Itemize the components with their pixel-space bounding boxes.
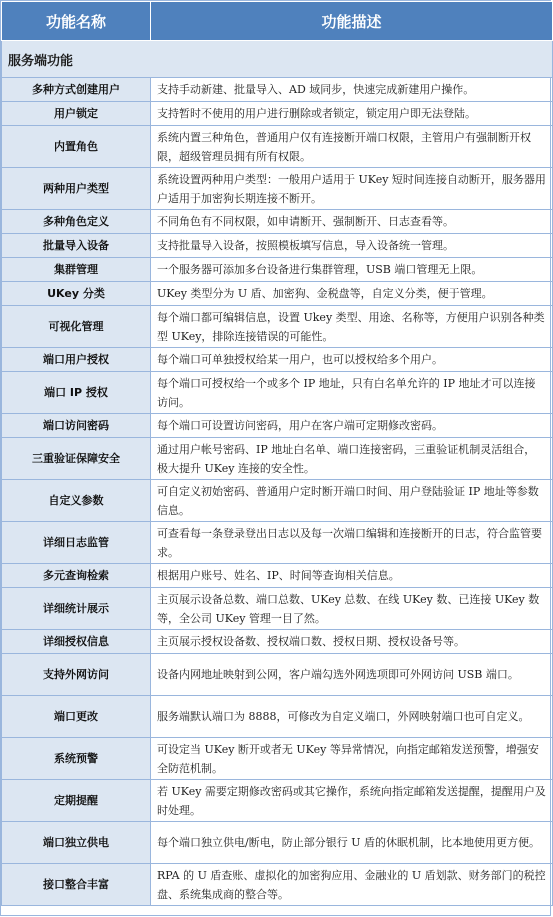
feature-name: 详细统计展示 — [2, 588, 151, 630]
table-row — [2, 522, 553, 564]
feature-name: 支持外网访问 — [2, 654, 151, 696]
feature-name: 多元查询检索 — [2, 564, 151, 588]
feature-name: 集群管理 — [2, 258, 151, 282]
table-row — [2, 168, 553, 210]
feature-name: 定期提醒 — [2, 780, 151, 822]
feature-name: 多种角色定义 — [2, 210, 151, 234]
feature-description: 每个端口都可编辑信息，设置 Ukey 类型、用途、名称等，方便用户识别各种类型 UKey，排除连接错误的可能性。 — [151, 306, 553, 348]
table-row — [2, 630, 553, 654]
feature-name: 端口更改 — [2, 696, 151, 738]
feature-name: 批量导入设备 — [2, 234, 151, 258]
section-title: 服务端功能 — [2, 41, 553, 78]
feature-description: 支持暂时不使用的用户进行删除或者锁定，锁定用户即无法登陆。 — [151, 102, 553, 126]
feature-description: 不同角色有不同权限，如申请断开、强制断开、日志查看等。 — [151, 210, 553, 234]
feature-name: 两种用户类型 — [2, 168, 151, 210]
feature-description: 若 UKey 需要定期修改密码或其它操作，系统向指定邮箱发送提醒，提醒用户及时处理。 — [151, 780, 553, 822]
table-row — [2, 78, 553, 102]
table-row — [2, 102, 553, 126]
table-row — [2, 438, 553, 480]
table-row — [2, 696, 553, 738]
feature-description: RPA 的 U 盾查账、虚拟化的加密狗应用、金融业的 U 盾划款、财务部门的税控盘、系统集成商的整合等。 — [151, 864, 553, 906]
feature-description: 每个端口可单独授权给某一用户，也可以授权给多个用户。 — [151, 348, 553, 372]
feature-name: 端口用户授权 — [2, 348, 151, 372]
feature-name: 自定义参数 — [2, 480, 151, 522]
feature-name: 端口独立供电 — [2, 822, 151, 864]
feature-description: 主页展示设备总数、端口总数、UKey 总数、在线 UKey 数、已连接 UKey 数等，全公司 UKey 管理一目了然。 — [151, 588, 553, 630]
table-row — [2, 372, 553, 414]
table-row — [2, 282, 553, 306]
table-row — [2, 654, 553, 696]
feature-name: 多种方式创建用户 — [2, 78, 151, 102]
table-row — [2, 210, 553, 234]
table-row — [2, 564, 553, 588]
feature-description: 每个端口可授权给一个或多个 IP 地址，只有白名单允许的 IP 地址才可以连接访问。 — [151, 372, 553, 414]
feature-name: 三重验证保障安全 — [2, 438, 151, 480]
feature-description: 系统内置三种角色，普通用户仅有连接断开端口权限，主管用户有强制断开权限，超级管理员拥有所有权限。 — [151, 126, 553, 168]
section-row — [2, 41, 553, 78]
table-row — [2, 480, 553, 522]
feature-name: 接口整合丰富 — [2, 864, 151, 906]
feature-description: 每个端口可设置访问密码，用户在客户端可定期修改密码。 — [151, 414, 553, 438]
table-row — [2, 588, 553, 630]
table-header-row — [2, 2, 553, 41]
table-row — [2, 822, 553, 864]
feature-name: 详细授权信息 — [2, 630, 151, 654]
table-row — [2, 414, 553, 438]
table-row — [2, 126, 553, 168]
feature-description: 服务端默认端口为 8888，可修改为自定义端口，外网映射端口也可自定义。 — [151, 696, 553, 738]
feature-name: UKey 分类 — [2, 282, 151, 306]
feature-table — [1, 1, 553, 906]
table-row — [2, 234, 553, 258]
table-row — [2, 258, 553, 282]
feature-name: 端口访问密码 — [2, 414, 151, 438]
table-row — [2, 780, 553, 822]
feature-description: 支持手动新建、批量导入、AD 域同步，快速完成新建用户操作。 — [151, 78, 553, 102]
feature-description: 每个端口独立供电/断电，防止部分银行 U 盾的休眠机制，比本地使用更方便。 — [151, 822, 553, 864]
feature-description: 主页展示授权设备数、授权端口数、授权日期、授权设备号等。 — [151, 630, 553, 654]
feature-description: 设备内网地址映射到公网，客户端勾选外网选项即可外网访问 USB 端口。 — [151, 654, 553, 696]
feature-name: 可视化管理 — [2, 306, 151, 348]
feature-description: 通过用户帐号密码、IP 地址白名单、端口连接密码，三重验证机制灵活组合，极大提升 UKey 连接的安全性。 — [151, 438, 553, 480]
column-header-name: 功能名称 — [2, 2, 151, 41]
table-row — [2, 864, 553, 906]
feature-description: 支持批量导入设备，按照模板填写信息，导入设备统一管理。 — [151, 234, 553, 258]
table-row — [2, 348, 553, 372]
feature-description: 可查看每一条登录登出日志以及每一次端口编辑和连接断开的日志，符合监管要求。 — [151, 522, 553, 564]
feature-name: 详细日志监管 — [2, 522, 151, 564]
column-header-description: 功能描述 — [151, 2, 553, 41]
feature-description: 可自定义初始密码、普通用户定时断开端口时间、用户登陆验证 IP 地址等参数信息。 — [151, 480, 553, 522]
table-row — [2, 306, 553, 348]
feature-name: 内置角色 — [2, 126, 151, 168]
feature-description: 根据用户账号、姓名、IP、时间等查询相关信息。 — [151, 564, 553, 588]
feature-description: UKey 类型分为 U 盾、加密狗、金税盘等，自定义分类，便于管理。 — [151, 282, 553, 306]
feature-description: 可设定当 UKey 断开或者无 UKey 等异常情况，向指定邮箱发送预警，增强安全防范机制。 — [151, 738, 553, 780]
table-row — [2, 738, 553, 780]
feature-description: 系统设置两种用户类型：一般用户适用于 UKey 短时间连接自动断开，服务器用户适用于加密狗长期连接不断开。 — [151, 168, 553, 210]
feature-name: 用户锁定 — [2, 102, 151, 126]
feature-description: 一个服务器可添加多台设备进行集群管理，USB 端口管理无上限。 — [151, 258, 553, 282]
feature-name: 系统预警 — [2, 738, 151, 780]
feature-name: 端口 IP 授权 — [2, 372, 151, 414]
